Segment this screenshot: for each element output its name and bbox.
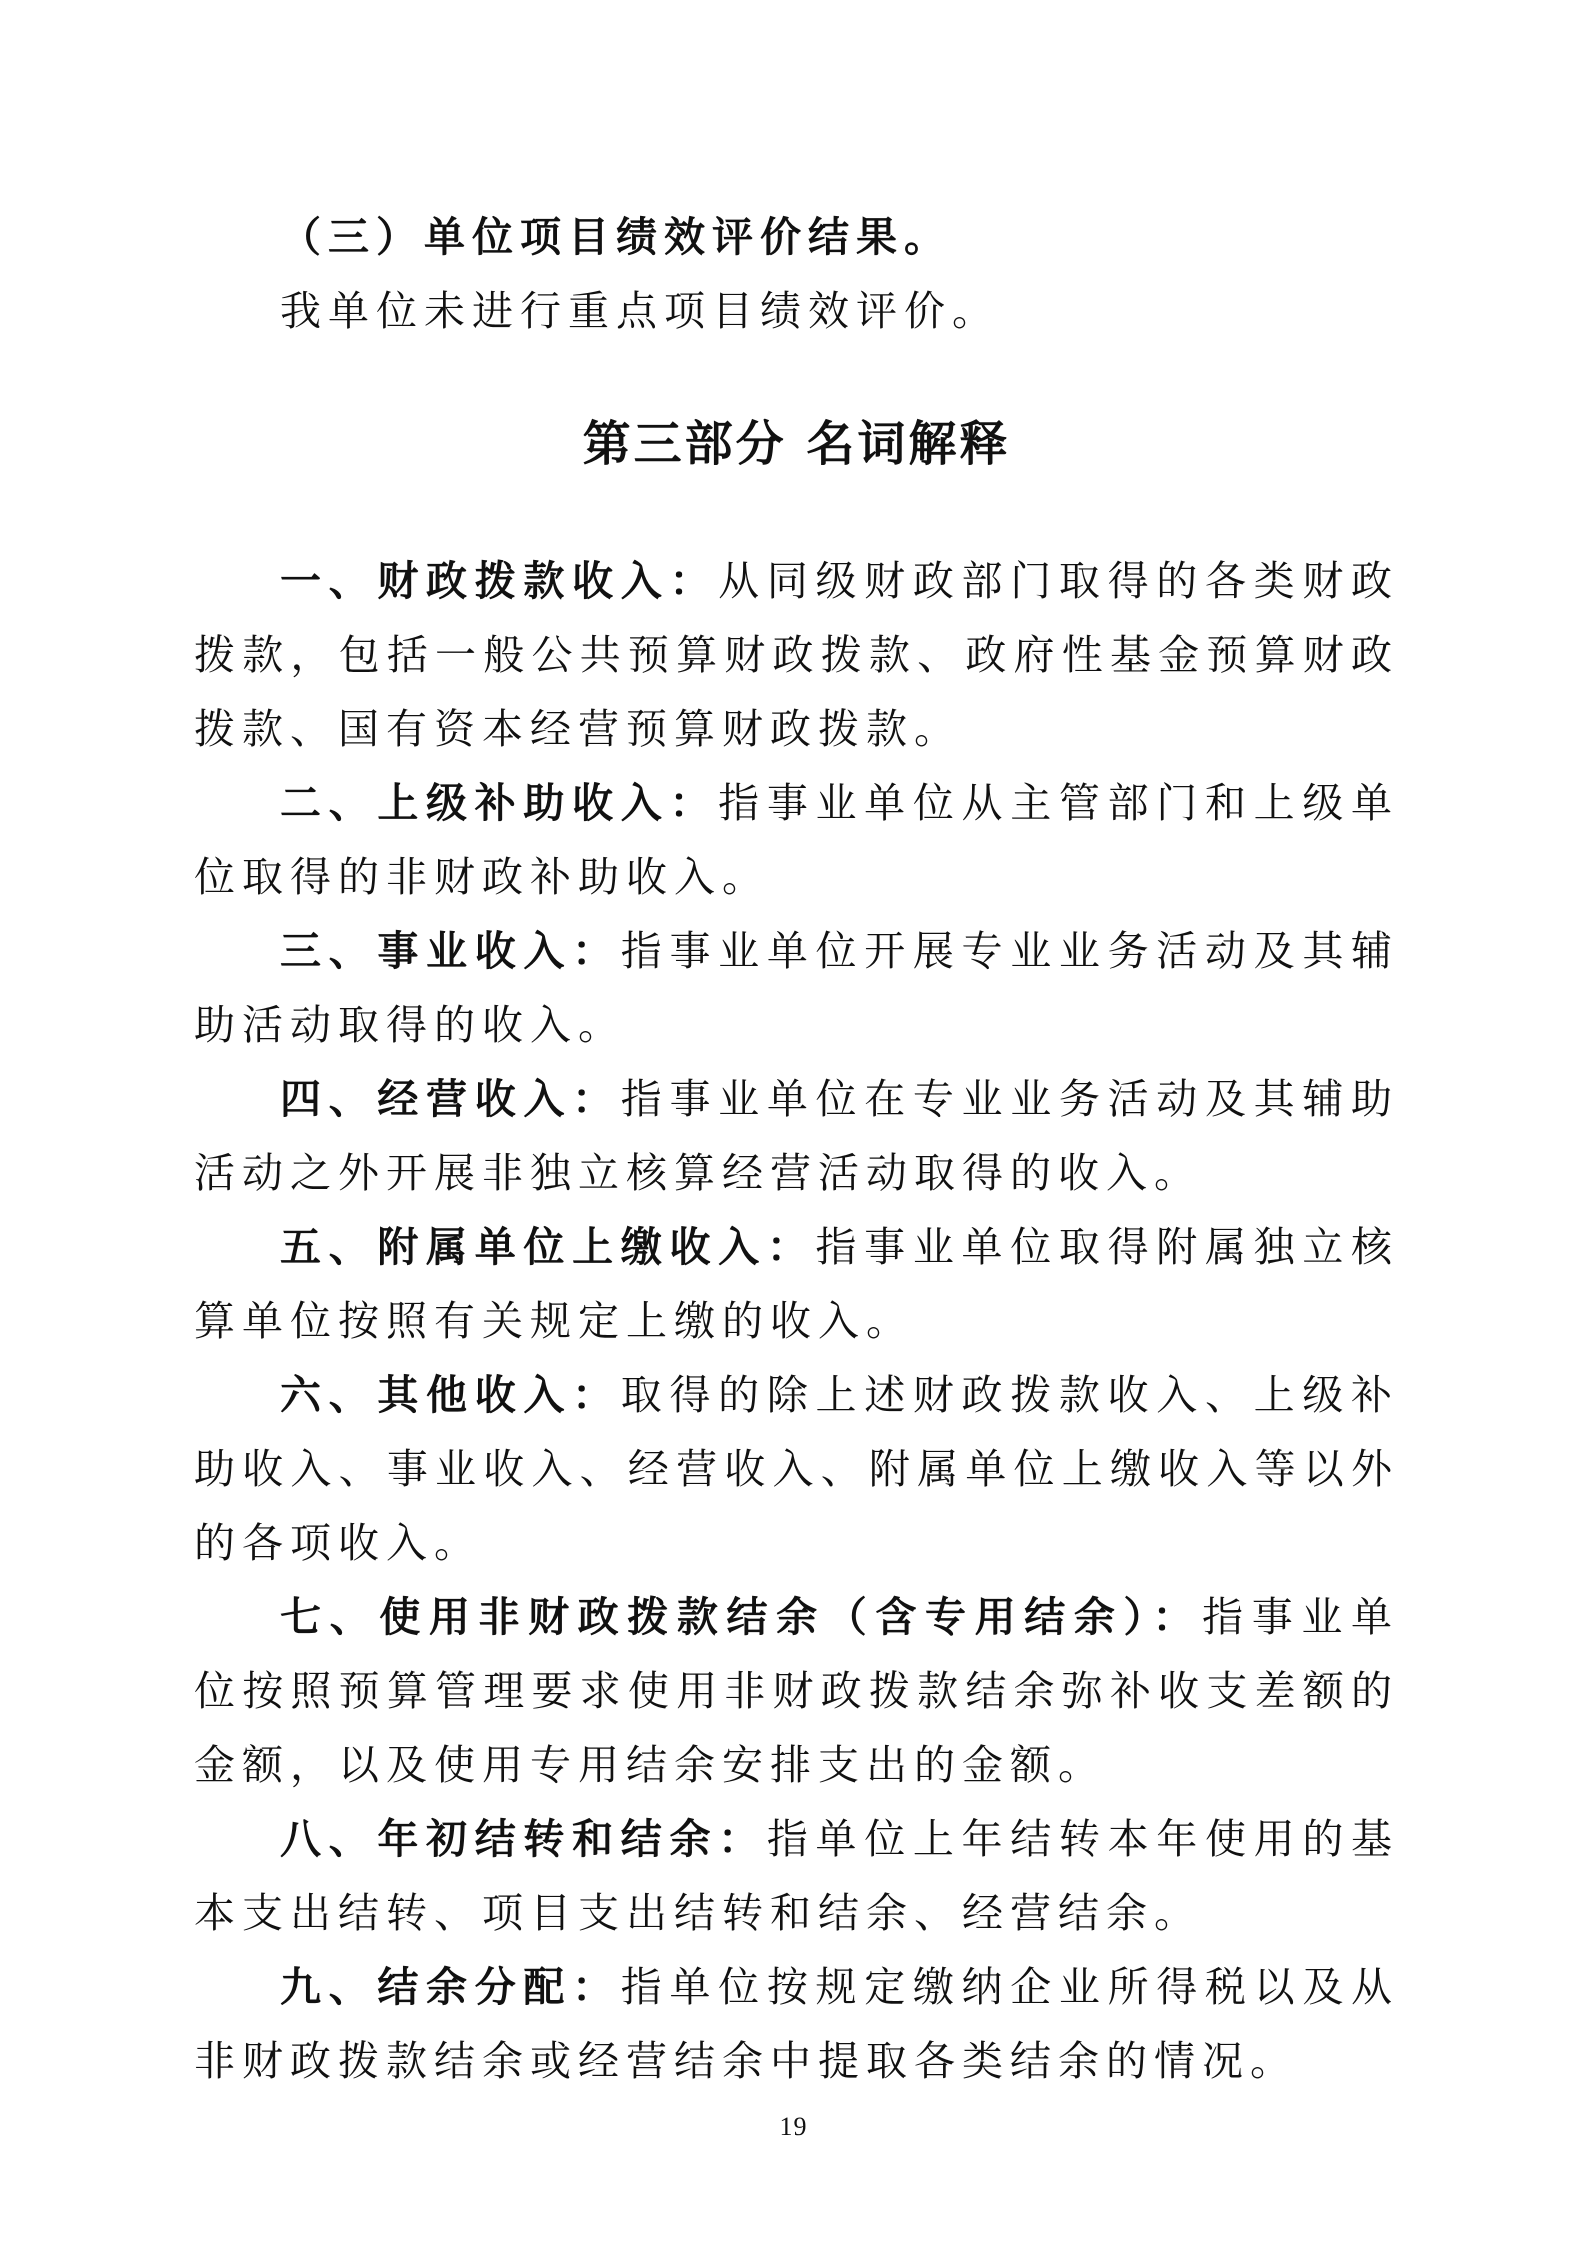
page-number: 19 [779,2112,808,2141]
definition-item [194,1062,1399,1210]
definition-text: 取得的除上述财政拨款收入、上级补助收入、事业收入、经营收入、附属单位上缴收入等以外的各项收入。 [194,1371,1400,1567]
definition-text: 指事业单位在专业业务活动及其辅助活动之外开展非独立核算经营活动取得的收入。 [194,1075,1400,1197]
definition-item [194,1950,1399,2098]
definition-item [194,1802,1399,1950]
definition-item [194,544,1399,766]
definition-term: 七、使用非财政拨款结余（含专用结余）： [280,1593,1203,1641]
page-content [194,200,1399,2098]
definition-text: 从同级财政部门取得的各类财政拨款，包括一般公共预算财政拨款、政府性基金预算财政拨款、国有资本经营预算财政拨款。 [194,557,1400,753]
definition-term: 二、上级补助收入： [280,779,719,827]
definition-item [194,914,1399,1062]
definition-text: 指事业单位开展专业业务活动及其辅助活动取得的收入。 [194,927,1400,1049]
definition-term: 四、经营收入： [280,1075,621,1123]
section-title: 第三部分 名词解释 [582,416,1011,472]
definition-text: 指单位上年结转本年使用的基本支出结转、项目支出结转和结余、经营结余。 [194,1815,1400,1937]
definition-term: 六、其他收入： [280,1371,621,1419]
definition-item [194,1210,1399,1358]
definition-text: 指事业单位取得附属独立核算单位按照有关规定上缴的收入。 [194,1223,1399,1345]
definition-text: 指事业单位按照预算管理要求使用非财政拨款结余弥补收支差额的金额，以及使用专用结余安排支出的金额。 [194,1593,1400,1789]
subsection-body: 我单位未进行重点项目绩效评价。 [280,287,1000,335]
definition-term: 八、年初结转和结余： [280,1815,767,1863]
definition-item [194,766,1399,914]
definition-item [194,1580,1399,1802]
definition-term: 一、财政拨款收入： [280,557,719,605]
definition-term: 五、附属单位上缴收入： [280,1223,816,1271]
definition-text: 指事业单位从主管部门和上级单位取得的非财政补助收入。 [194,779,1400,901]
subsection-heading: （三）单位项目绩效评价结果。 [280,213,952,261]
definition-item [194,1358,1399,1580]
definition-term: 九、结余分配： [280,1963,621,2011]
definition-term: 三、事业收入： [280,927,621,975]
definition-text: 指单位按规定缴纳企业所得税以及从非财政拨款结余或经营结余中提取各类结余的情况。 [194,1963,1400,2085]
